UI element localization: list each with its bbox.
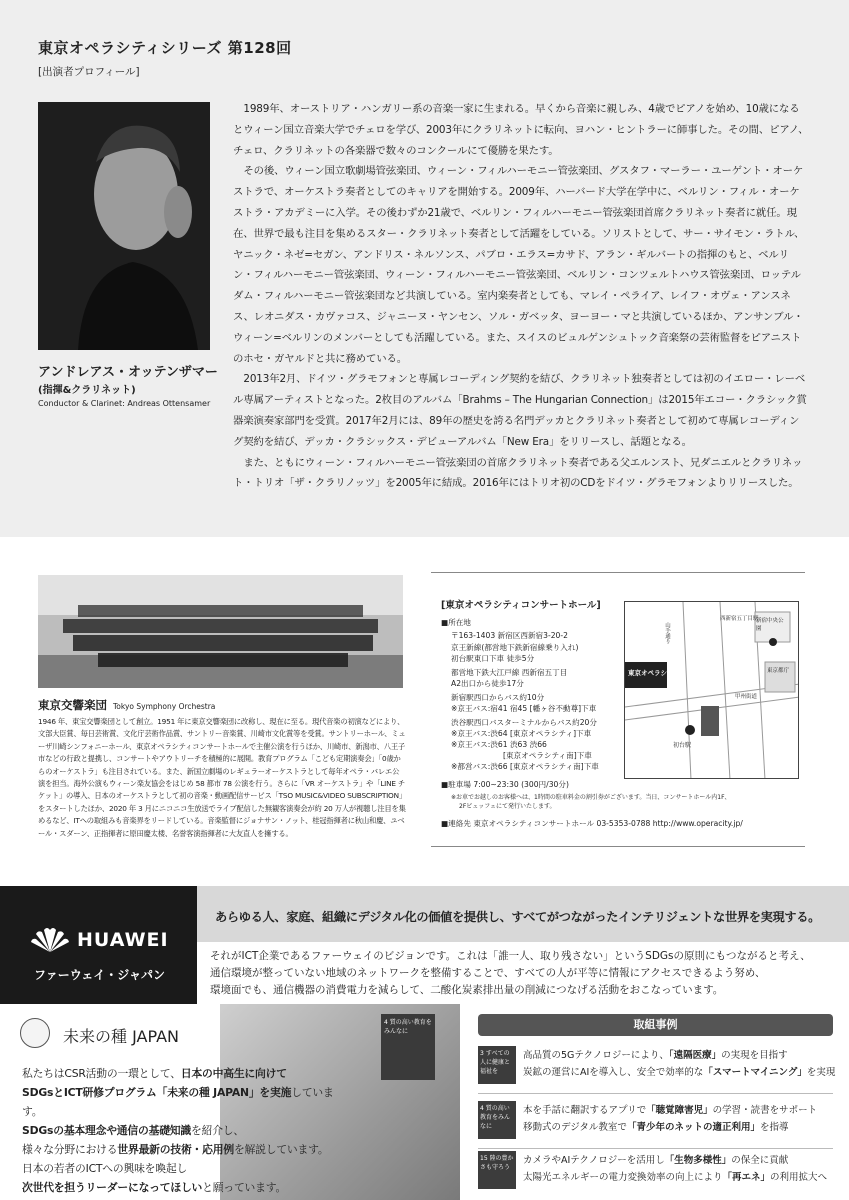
huawei-brand-block <box>0 886 197 1004</box>
map-label-road: 甲州街道 <box>735 694 758 700</box>
ex-text: 炭鉱の運営にAIを導入し、安全で効率的な <box>523 1066 704 1078</box>
biography <box>233 99 809 494</box>
performer-role-en: Conductor & Clarinet: Andreas Ottensamer <box>38 399 211 408</box>
huawei-logo-icon <box>30 926 70 952</box>
ex-text: 本を手話に翻訳するアプリで <box>523 1105 647 1116</box>
map-label-nishi: 西新宿五丁目駅 <box>720 616 759 622</box>
bio-paragraph: 2013年2月、ドイツ・グラモフォンと専属レコーディング契約を結び、クラリネット独奏者としては初のイエロー・レーベル専属アーティストとなった。2枚目のアルバム「Brahms – The Hungarian Connection」は2015年エコー・クラシック賞器楽演奏家部門を受賞。2017年2月には、89年の歴史を誇る名門デッカとクラリネット奏者として初めて専属レコーディング契約を結び、デッカ・クラシックス・デビューアルバム「New Era」をリリースし、話題となる。 <box>233 373 807 448</box>
ex-text: 太陽光エネルギーの電力変換効率の向上により <box>523 1171 723 1183</box>
huawei-japan-name: ファーウェイ・ジャパン <box>34 968 166 982</box>
sdg15-icon: 15 陸の豊かさも守ろう <box>478 1151 516 1189</box>
sdg4-small-icon: 4 質の高い教育をみんなに <box>478 1101 516 1139</box>
mirai-text: を紹介し、 <box>191 1124 244 1137</box>
example-text <box>523 1048 835 1081</box>
mirai-text-bold: 世界最新の技術・応用例 <box>117 1143 234 1156</box>
huawei-headline: あらゆる人、家庭、組織にデジタル化の価値を提供し、すべてがつながったインテリジェントな世界を実現する。 <box>197 886 849 942</box>
series-title: 東京オペラシティシリーズ 第128回 <box>38 39 292 57</box>
access-map <box>624 601 799 779</box>
mirai-text: 日本の若者のICTへの興味を喚起し <box>22 1162 188 1175</box>
map-label-opera: 東京オペラシティ <box>628 669 680 677</box>
ex-text: 移動式のデジタル教室で <box>523 1121 627 1133</box>
parking-note: ※お車でお越しのお客様へは、1時間の駐車料金の割引券がございます。当日、コンサートホール内1F、 <box>451 794 731 801</box>
access-line: ※京王バス:渋64 [東京オペラシティ]下車 <box>451 729 592 738</box>
contact-info: ■連絡先 東京オペラシティコンサートホール 03-5353-0788 http://www.operacity.jp/ <box>441 819 743 828</box>
access-line: 初台駅東口下車 徒歩5分 <box>451 654 535 663</box>
ex-text: を指導 <box>759 1121 789 1133</box>
mirai-text-bold: SDGsとICT研修プログラム「未来の種 JAPAN」を実施 <box>22 1086 292 1099</box>
profile-section <box>0 0 849 537</box>
mirai-text-bold: 日本の中高生に向けて <box>180 1067 287 1080</box>
mirai-text: を解説しています。 <box>233 1143 329 1156</box>
mirai-title: 未来の種 JAPAN <box>63 1027 180 1046</box>
huawei-vision <box>210 948 830 999</box>
example-text <box>523 1153 827 1186</box>
access-line: ※京王バス:宿41 宿45 [幡ヶ谷不動尊]下車 <box>451 704 597 713</box>
ex-text: を実現 <box>806 1066 836 1078</box>
access-line: 新宿駅西口からバス約10分 <box>451 693 545 702</box>
ex-text-bold: 「生物多様性」 <box>664 1155 732 1166</box>
orchestra-name-en: Tokyo Symphony Orchestra <box>113 702 216 711</box>
vision-line: それがICT企業であるファーウェイのビジョンです。これは「誰一人、取り残さない」というSDGsの原則にもつながると考え、 <box>210 950 811 962</box>
performer-profile-label: [出演者プロフィール] <box>38 66 140 78</box>
mirai-logo-icon <box>20 1018 50 1048</box>
ex-text-bold: 「遠隔医療」 <box>668 1050 722 1061</box>
orchestra-description: 1946 年、東宝交響楽団として創立。1951 年に東京交響楽団に改称し、現在に至る。現代音楽の初演などにより、文部大臣賞、毎日芸術賞、文化庁芸術作品賞、サントリー音楽賞、川崎市文化賞等を受賞。サントリーホール、ミューザ川崎シンフォニーホール、東京オペラシティコンサートホールで主催公演を行うほか、川崎市、新潟市、八王子市などの行政と提携し、コンサートやアウトリーチを積極的に展開。教育プログラム「こども定期演奏会」「0歳からのオーケストラ」も注目されている。また、新国立劇場のレギュラーオーケストラとして毎年オペラ・バレエ公演を担当。海外公演もウィーン楽友協会をはじめ 58 都市 78 公演を行う。さらに「VR オーケストラ」や「LINE チケット」の導入、日本のオーケストラとして初の音楽・動画配信サービス「TSO MUSIC&VIDEO SUBSCRIPTION」をスタートしたほか、2020 年 3 月にニコニコ生放送でライブ配信した無観客演奏会が約 20 万人が視聴し注目を集めるなど、ITへの取組みも音楽界をリードしている。音楽監督にジョナサン・ノット、桂冠指揮者に秋山和慶、ユベール・スダーン、正指揮者に原田慶太楼、名誉客演指揮者に大友直人を擁する。 <box>38 717 406 838</box>
example-row <box>478 1097 833 1149</box>
example-row <box>478 1147 833 1199</box>
huawei-wordmark: HUAWEI <box>77 929 169 951</box>
map-label-station: 初台駅 <box>673 742 692 749</box>
example-row <box>478 1042 836 1094</box>
mirai-text: しています。 <box>22 1086 334 1118</box>
ex-text: の実現を目指す <box>721 1050 788 1061</box>
performer-name: アンドレアス・オッテンザマー <box>38 365 218 380</box>
ex-text-bold: 「スマートマイニング」 <box>703 1066 807 1078</box>
performer-role: (指揮&クラリネット) <box>38 385 136 396</box>
mirai-text-bold: SDGsの基本理念や通信の基礎知識 <box>22 1124 191 1137</box>
ex-text: カメラやAIテクノロジーを活用し <box>523 1155 665 1166</box>
access-line: [東京オペラシティ南]下車 <box>503 751 592 760</box>
mirai-text: 様々な分野における <box>22 1143 118 1156</box>
portrait-photo <box>38 102 210 350</box>
access-line: A2出口から徒歩17分 <box>451 679 524 688</box>
orchestra-photo <box>38 575 403 688</box>
hall-info <box>431 572 805 847</box>
parking-info: ■駐車場 7:00~23:30 (300円/30分) <box>441 780 569 789</box>
location-label: ■所在地 <box>441 618 471 627</box>
sdg4-icon: 4 質の高い教育をみんなに <box>381 1014 435 1080</box>
parking-note: 2Fビュッフェにて発行いたします。 <box>459 803 556 810</box>
examples-header: 取組事例 <box>478 1014 833 1036</box>
mirai-text: と願っています。 <box>202 1181 287 1194</box>
orchestra-name-jp: 東京交響楽団 <box>38 698 107 712</box>
access-line: 都営地下鉄大江戸線 西新宿五丁目 <box>451 668 568 677</box>
bio-paragraph: 1989年、オーストリア・ハンガリー系の音楽一家に生まれる。早くから音楽に親しみ、4歳でピアノを始め、10歳になるとウィーン国立音楽大学でチェロを学び、2003年にクラリネットに転向、ヨハン・ヒントラーに師事した。その間、ピアノ、チェロ、クラリネットの各楽器で数々のコンクールにて優勝を果たす。 <box>233 103 809 157</box>
ex-text: の保全に貢献 <box>731 1155 789 1166</box>
map-label-yamate: 山手通り <box>664 622 670 644</box>
orchestra-name <box>38 697 215 713</box>
hall-address: 〒163-1403 新宿区西新宿3-20-2 <box>451 631 568 640</box>
bio-paragraph: また、ともにウィーン・フィルハーモニー管弦楽団の首席クラリネット奏者である父エルンスト、兄ダニエルとクラリネット・トリオ「ザ・クラリノッツ」を2005年に結成。2016年にはトリオ初のCDをドイツ・グラモフォンよりリリースした。 <box>233 456 803 490</box>
huawei-banner <box>0 886 849 1004</box>
mirai-text: 私たちはCSR活動の一環として、 <box>22 1067 181 1080</box>
ex-text-bold: 「再エネ」 <box>722 1171 771 1183</box>
ex-text-bold: 「聴覚障害児」 <box>646 1105 713 1116</box>
mirai-text-bold: 次世代を担うリーダーになってほしい <box>22 1181 203 1194</box>
ex-text: の学習・読書をサポート <box>712 1105 818 1116</box>
csr-section <box>0 1004 849 1200</box>
ex-text: 高品質の5Gテクノロジーにより、 <box>523 1050 669 1061</box>
map-label-park: 新宿中央公園 <box>756 618 784 632</box>
access-line: ※都営バス:渋66 [東京オペラシティ南]下車 <box>451 762 599 771</box>
vision-line: 環境面でも、通信機器の消費電力を減らして、二酸化炭素排出量の削減につなげる活動をおこなっています。 <box>210 984 724 996</box>
ex-text-bold: 「青少年のネットの適正利用」 <box>626 1121 760 1133</box>
mirai-description <box>22 1064 342 1197</box>
vision-line: 通信環境が整っていない地域のネットワークを整備することで、すべての人が平等に情報にアクセスできるよう努め、 <box>210 967 766 979</box>
example-text <box>523 1103 817 1136</box>
map-label-gov: 東京都庁 <box>767 668 790 674</box>
access-line: ※京王バス:渋61 渋63 渋66 <box>451 740 547 749</box>
ex-text: の利用拡大へ <box>770 1171 828 1183</box>
sdg3-icon: 3 すべての人に健康と福祉を <box>478 1046 516 1084</box>
bio-paragraph: その後、ウィーン国立歌劇場管弦楽団、ウィーン・フィルハーモニー管弦楽団、グスタフ・マーラー・ユーゲント・オーケストラで、オーケストラ奏者としてのキャリアを開始する。2009年、ハーバード大学在学中に、ベルリン・フィル・オーケストラ・アカデミーに入学。その後わずか21歳で、ベルリン・フィルハーモニー管弦楽団首席クラリネット奏者に就任。現在、世界で最も注目を集めるスター・クラリネット奏者として活躍をしている。ソリストとして、サー・サイモン・ラトル、ヤニック・ネゼ=セガン、アンドリス・ネルソンス、パブロ・エラス=カサド、アラン・ギルバートの指揮のもと、ベルリン・フィルハーモニー管弦楽団、ウィーン・フィルハーモニー管弦楽団、ベルリン・コンツェルトハウス管弦楽団、ロッテルダム・フィルハーモニー管弦楽団など共演している。室内楽奏者としても、マレイ・ペライア、レイフ・オヴェ・アンスネス、レオニダス・カヴァコス、ジャニーヌ・ヤンセン、ソル・ガベッタ、ヨーヨー・マと共演しているほか、アンサンブル・ウィーン=ベルリンのメンバーとしても活躍している。また、スイスのビュルゲンシュトック音楽祭の芸術監督をピアニストのホセ・ガヤルドと共に務めている。 <box>233 165 805 365</box>
access-line: 京王新線(都営地下鉄新宿線乗り入れ) <box>451 643 579 652</box>
access-line: 渋谷駅西口バスターミナルからバス約20分 <box>451 718 597 727</box>
hall-title: [東京オペラシティコンサートホール] <box>441 600 601 611</box>
